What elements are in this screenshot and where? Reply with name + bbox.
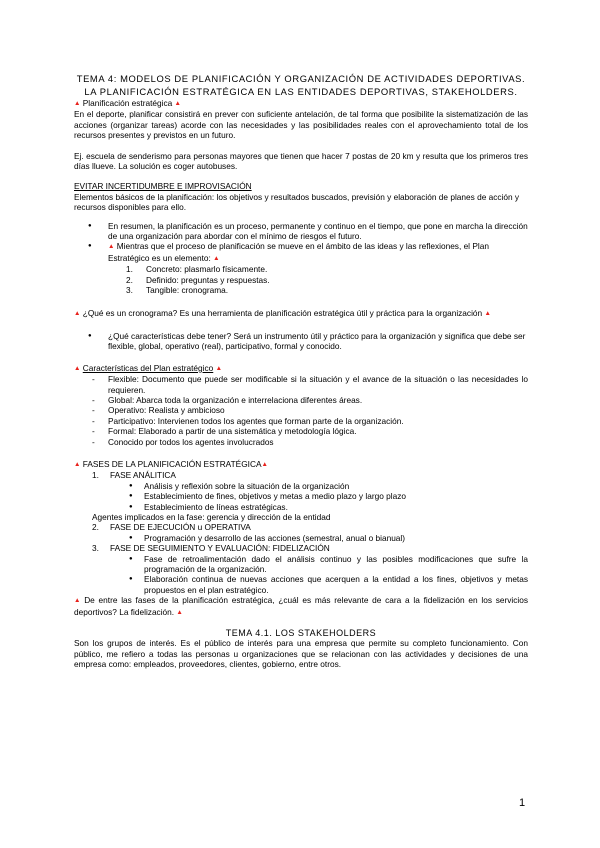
list-item: ● Fase de retroalimentación dado el análisis continuo y las posibles modificaciones que sufre la programación de la organización.	[74, 554, 528, 575]
triangle-icon: ▲	[213, 254, 220, 262]
page-content	[74, 72, 528, 670]
evitar-intro: Elementos básicos de la planificación: los objetivos y resultados buscados, previsión y elaboración de planes de acción y recursos disponibles para ello.	[74, 191, 520, 213]
list-item: ● Análisis y reflexión sobre la situación de la organización	[74, 481, 528, 491]
triangle-icon: ▲	[74, 364, 81, 372]
list-item: - Flexible: Documento que puede ser modificable si la situación y el avance de la situación o las necesidades lo requieren.	[74, 374, 528, 395]
fases-list	[74, 470, 528, 480]
list-item: - Global: Abarca toda la organización e interrelaciona diferentes áreas.	[74, 395, 528, 405]
planificacion-example: Ej. escuela de senderismo para personas mayores que tienen que hacer 7 postas de 20 km y resulta que los primeros tres días llueve. La solución es coger autobuses.	[74, 150, 528, 172]
triangle-icon: ▲	[174, 100, 181, 107]
triangle-icon: ▲	[74, 460, 81, 468]
list-item: 1. Concreto: plasmarlo físicamente.	[126, 264, 268, 275]
list-item: 3. Tangible: cronograma.	[126, 285, 229, 296]
phase-1: 1. FASE ANÁLITICA	[92, 470, 176, 481]
triangle-icon: ▲	[74, 100, 81, 107]
list-item: ● ¿Qué características debe tener? Será un instrumento útil y práctico para la organización y significa que debe ser flexible, global, operativo (real), participativo, formal y conocido.	[74, 331, 528, 352]
fases-heading: ▲ FASES DE LA PLANIFICACIÓN ESTRATÉGICA▲	[74, 458, 268, 469]
phase-1-agentes: Agentes implicados en la fase: gerencia y dirección de la entidad	[92, 512, 331, 522]
phase-3-items	[74, 554, 528, 596]
triangle-icon: ▲	[484, 309, 491, 317]
list-item: ● En resumen, la planificación es un proceso, permanente y continuo en el tiempo, que pone en marcha la dirección de una organización para abordar con el mínimo de riesgos el futuro.	[74, 221, 528, 242]
caracteristicas-heading: ▲ Características del Plan estratégico ▲	[74, 362, 223, 373]
triangle-icon: ▲	[215, 364, 223, 372]
phase-1-items	[74, 481, 528, 512]
page-number: 1	[519, 797, 526, 809]
list-item: ● Elaboración continua de nuevas acciones que acerquen a la entidad a los fines, objetivos y metas propuestos en el plan estratégico.	[74, 574, 528, 595]
planificacion-heading-text: Planificación estratégica	[82, 98, 173, 108]
triangle-icon: ▲	[108, 243, 115, 251]
planificacion-definition: En el deporte, planificar consistirá en prever con suficiente antelación, de tal forma que posibilite la sistematización de las acciones (organizar tareas) acorde con las necesidades y las posibilidades reales con el aprovechamiento total de los recursos presentes y previstos en un futuro.	[74, 109, 528, 141]
list-item: - Formal: Elaborado a partir de una sistemática y metodología lógica.	[74, 426, 528, 436]
triangle-icon: ▲	[176, 608, 183, 616]
title-line-1: TEMA 4: MODELOS DE PLANIFICACIÓN Y ORGANIZACIÓN DE ACTIVIDADES DEPORTIVAS.	[76, 73, 526, 84]
planificacion-heading	[74, 98, 528, 109]
cronograma-question: ▲ ¿Qué es un cronograma? Es una herramienta de planificación estratégica útil y práctica para la organización ▲	[74, 307, 491, 318]
triangle-icon: ▲	[74, 309, 81, 317]
list-item	[74, 241, 528, 264]
list-item: ● Establecimiento de fines, objetivos y metas a medio plazo y largo plazo	[74, 491, 528, 501]
triangle-icon: ▲	[74, 597, 81, 605]
list-item: - Participativo: Intervienen todos los agentes que forman parte de la organización.	[74, 416, 528, 426]
triangle-icon: ▲	[261, 460, 268, 468]
cronograma-bullets	[74, 331, 528, 352]
plan-elements-list	[74, 264, 528, 295]
caracteristicas-list	[74, 374, 528, 447]
phase-2-items	[74, 533, 528, 543]
title-line-2: LA PLANIFICACIÓN ESTRATÉGICA EN LAS ENTIDADES DEPORTIVAS, STAKEHOLDERS.	[84, 86, 518, 97]
phase-3: 3. FASE DE SEGUIMIENTO Y EVALUACIÓN: FIDELIZACIÓN	[92, 543, 330, 554]
evitar-bullet2-text: Mientras que el proceso de planificación se mueve en el ámbito de las ideas y las reflexiones, el Plan Estratégico es un elemento:	[108, 241, 489, 263]
list-item: - Conocido por todos los agentes involucrados	[74, 437, 528, 447]
evitar-bullets	[74, 221, 528, 265]
phase-2: 2. FASE DE EJECUCIÓN u OPERATIVA	[92, 522, 251, 533]
list-item: 2. Definido: preguntas y respuestas.	[126, 274, 270, 285]
list-item: ● Programación y desarrollo de las acciones (semestral, anual o bianual)	[74, 533, 528, 543]
evitar-heading: EVITAR INCERTIDUMBRE E IMPROVISACIÓN	[74, 181, 252, 192]
stakeholders-heading: TEMA 4.1. LOS STAKEHOLDERS	[225, 628, 377, 639]
stakeholders-text: Son los grupos de interés. Es el público de interés para una empresa que permite su completo funcionamiento. Con público, me refiero a todas las personas u organizaciones que se relacionan con las actividades y decisiones de una empresa como: empleados, proveedores, clientes, gobierno, entre otros.	[74, 638, 528, 670]
fases-question: ▲ De entre las fases de la planificación estratégica, ¿cuál es más relevante de cara a la fidelización en los servicios deportivos? La fidelización. ▲	[74, 595, 528, 617]
list-item: - Operativo: Realista y ambicioso	[74, 405, 528, 415]
list-item: ● Establecimiento de líneas estratégicas.	[74, 502, 528, 512]
